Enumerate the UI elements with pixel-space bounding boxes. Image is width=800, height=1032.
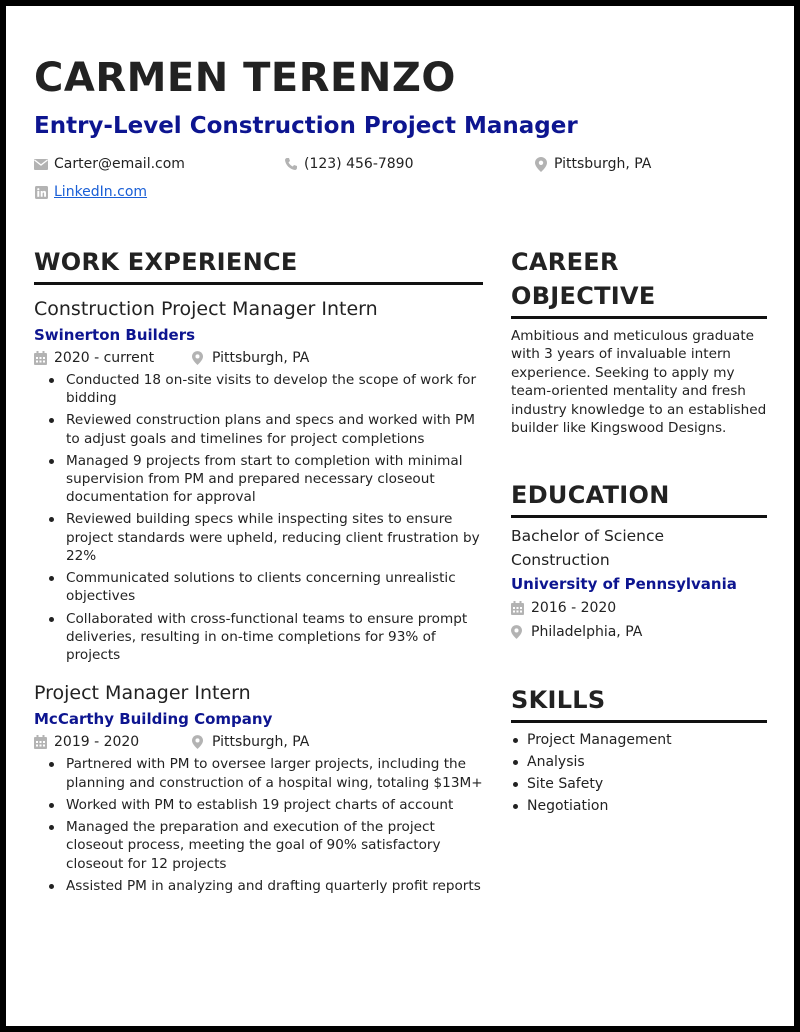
job-title: Project Manager Intern [34, 682, 251, 705]
map-pin-icon [534, 157, 548, 171]
job-bullet: Worked with PM to establish 19 project charts of account [46, 796, 484, 814]
job-bullet: Assisted PM in analyzing and drafting quarterly profit reports [46, 877, 484, 895]
education-location-row [511, 620, 767, 644]
linkedin-link[interactable]: LinkedIn.com [54, 184, 148, 200]
envelope-icon [34, 157, 48, 171]
degree-field: Construction [511, 551, 610, 569]
resume-page [6, 6, 794, 1026]
skill-item: Analysis [511, 751, 767, 773]
education-entry [511, 524, 767, 644]
job-location: Pittsburgh, PA [212, 734, 310, 751]
skill-item: Negotiation [511, 795, 767, 817]
location-text: Pittsburgh, PA [554, 156, 652, 172]
candidate-name: CARMEN TERENZO [34, 55, 456, 101]
map-pin-icon [511, 625, 525, 639]
skills-list [511, 729, 767, 817]
education-heading: EDUCATION [511, 481, 670, 509]
job-bullet: Managed the preparation and execution of the project closeout process, meeting the goal of 90% satisfactory closeout for 12 projects [46, 818, 484, 873]
job-dates: 2019 - 2020 [54, 734, 140, 751]
career-objective-text: Ambitious and meticulous graduate with 3 years of invaluable intern experience. Seeking to apply my team-oriented mentality and fresh industry knowledge to an established builder like Kingswood Designs. [511, 328, 767, 437]
job-bullet: Reviewed construction plans and specs and worked with PM to adjust goals and timelines for project completions [46, 411, 484, 448]
calendar-icon [34, 735, 48, 749]
school-name: University of Pennsylvania [511, 575, 737, 593]
job-bullet: Partnered with PM to oversee larger projects, including the planning and construction of a hospital wing, totaling $13M+ [46, 755, 484, 792]
phone-text: (123) 456-7890 [304, 156, 414, 172]
job-bullet: Collaborated with cross-functional teams to ensure prompt deliveries, resulting in on-time completions for 93% of projects [46, 610, 484, 665]
map-pin-icon [192, 735, 206, 749]
job-company: Swinerton Builders [34, 326, 196, 344]
candidate-role: Entry-Level Construction Project Manager [34, 113, 578, 139]
skills-rule [511, 720, 767, 723]
job-meta [34, 347, 484, 369]
education-dates: 2016 - 2020 [531, 600, 617, 616]
job-bullets [34, 371, 484, 664]
job-company: McCarthy Building Company [34, 710, 273, 729]
map-pin-icon [192, 351, 206, 365]
education-location: Philadelphia, PA [531, 624, 643, 640]
job-title: Construction Project Manager Intern [34, 298, 378, 320]
work-experience-rule [34, 282, 483, 285]
career-objective-heading: CAREER OBJECTIVE [511, 248, 656, 310]
contact-location [534, 155, 651, 173]
job-bullet: Communicated solutions to clients concerning unrealistic objectives [46, 569, 484, 606]
email-text: Carter@email.com [54, 156, 185, 172]
work-experience-heading: WORK EXPERIENCE [34, 248, 298, 276]
contact-email [34, 155, 185, 173]
education-dates-row [511, 596, 767, 620]
contact-linkedin [34, 183, 147, 201]
job-bullet: Managed 9 projects from start to completion with minimal supervision from PM and prepared necessary closeout documentation for approval [46, 452, 484, 507]
job-dates: 2020 - current [54, 350, 155, 366]
job-meta [34, 731, 484, 753]
calendar-icon [34, 351, 48, 365]
linkedin-icon [34, 185, 48, 199]
job-entry [34, 680, 484, 894]
work-experience-list [34, 296, 484, 909]
calendar-icon [511, 601, 525, 615]
career-objective-rule [511, 316, 767, 319]
education-rule [511, 515, 767, 518]
job-location: Pittsburgh, PA [212, 350, 310, 366]
phone-icon [284, 157, 298, 171]
job-bullet: Conducted 18 on-site visits to develop the scope of work for bidding [46, 371, 484, 408]
job-bullets [34, 755, 484, 894]
skill-item: Project Management [511, 729, 767, 751]
skills-heading: SKILLS [511, 686, 606, 714]
contact-phone [284, 155, 414, 173]
skill-item: Site Safety [511, 773, 767, 795]
degree-name: Bachelor of Science [511, 527, 665, 545]
job-bullet: Reviewed building specs while inspecting sites to ensure project standards were upheld, reducing client frustration by 22% [46, 510, 484, 565]
job-entry [34, 296, 484, 664]
